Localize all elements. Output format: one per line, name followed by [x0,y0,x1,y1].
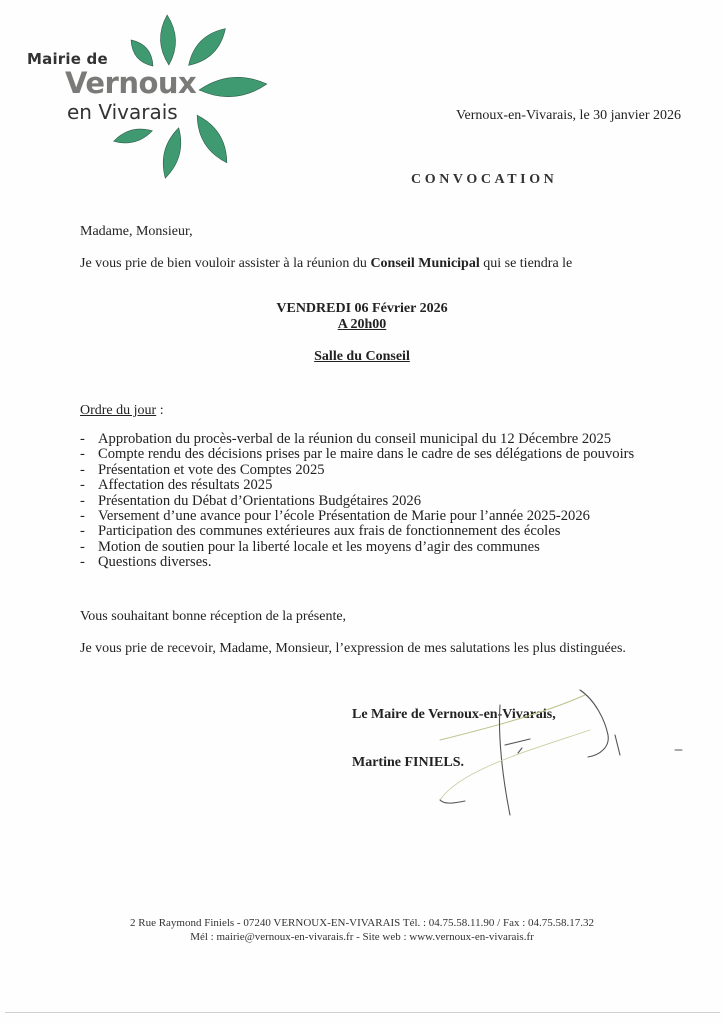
bullet-dash: - [80,538,85,555]
agenda-item [80,494,634,509]
intro-text-bold: Conseil Municipal [370,256,480,271]
footer-address: 2 Rue Raymond Finiels - 07240 VERNOUX-EN-VIVARAIS Tél. : 04.75.58.11.90 / Fax : 04.75.58.17.32 [129,917,595,929]
handwritten-signature [420,675,710,820]
leaf-shape [198,75,267,100]
leaf-shape [160,15,177,65]
intro-paragraph [80,256,572,272]
agenda-item-text: Affectation des résultats 2025 [98,477,273,494]
footer-contact: Mél : mairie@vernoux-en-vivarais.fr - Site web : www.vernoux-en-vivarais.fr [190,931,534,943]
meeting-time-wrap [0,317,724,333]
agenda-item [80,540,634,555]
logo-text-mairie: Mairie de [27,50,108,68]
place-date: Vernoux-en-Vivarais, le 30 janvier 2026 [456,108,682,123]
salutation: Madame, Monsieur, [80,224,193,239]
agenda-item-text: Versement d’une avance pour l’école Présentation de Marie pour l’année 2025-2026 [98,507,590,524]
closing-line-1: Vous souhaitant bonne réception de la présente, [80,609,347,624]
meeting-date: VENDREDI 06 Février 2026 [276,301,448,316]
agenda-item [80,447,634,462]
agenda-item-text: Approbation du procès-verbal de la réunion du conseil municipal du 12 Décembre 2025 [98,431,612,447]
bullet-dash: - [80,446,85,463]
agenda-heading [80,403,164,419]
bullet-dash: - [80,431,85,447]
agenda-item-text: Présentation et vote des Comptes 2025 [98,461,325,478]
closing-line-2: Je vous prie de recevoir, Madame, Monsieur, l’expression de mes salutations les plus distinguées. [80,641,626,656]
agenda-item-text: Participation des communes extérieures aux frais de fonctionnement des écoles [98,523,561,540]
agenda-item [80,432,634,447]
bullet-dash: - [80,554,85,571]
intro-text-after: qui se tiendra le [479,256,573,271]
bullet-dash: - [80,461,85,478]
agenda-list [80,432,634,571]
agenda-item [80,509,634,524]
leaf-shape [112,125,154,147]
bullet-dash: - [80,492,85,509]
leaf-shape [158,126,186,180]
page-bottom-rule [5,1012,720,1013]
meeting-place-wrap [0,349,724,365]
signatory-name: Martine FINIELS. [352,755,464,770]
signatory-role: Le Maire de Vernoux-en-Vivarais, [352,707,556,722]
logo-text-vernoux: Vernoux [65,66,197,100]
agenda-colon: : [156,403,164,418]
agenda-item [80,524,634,539]
leaf-shape [183,23,232,72]
agenda-item-text: Compte rendu des décisions prises par le maire dans le cadre de ses délégations de pouvoirs [98,446,635,463]
agenda-item [80,478,634,493]
meeting-time: A 20h00 [337,317,387,332]
agenda-title: Ordre du jour [80,403,157,418]
agenda-item-text: Questions diverses. [98,554,212,571]
bullet-dash: - [80,477,85,494]
bullet-dash: - [80,523,85,540]
bullet-dash: - [80,507,85,524]
agenda-item [80,463,634,478]
agenda-item [80,555,634,570]
document-title: CONVOCATION [411,172,558,187]
agenda-item-text: Motion de soutien pour la liberté locale et les moyens d’agir des communes [98,538,540,555]
meeting-place: Salle du Conseil [314,349,410,364]
intro-text-before: Je vous prie de bien vouloir assister à la réunion du [80,256,371,271]
agenda-item-text: Présentation du Débat d’Orientations Budgétaires 2026 [98,492,422,509]
logo-text-vivarais: en Vivarais [67,100,178,124]
leaf-shape [190,111,234,167]
